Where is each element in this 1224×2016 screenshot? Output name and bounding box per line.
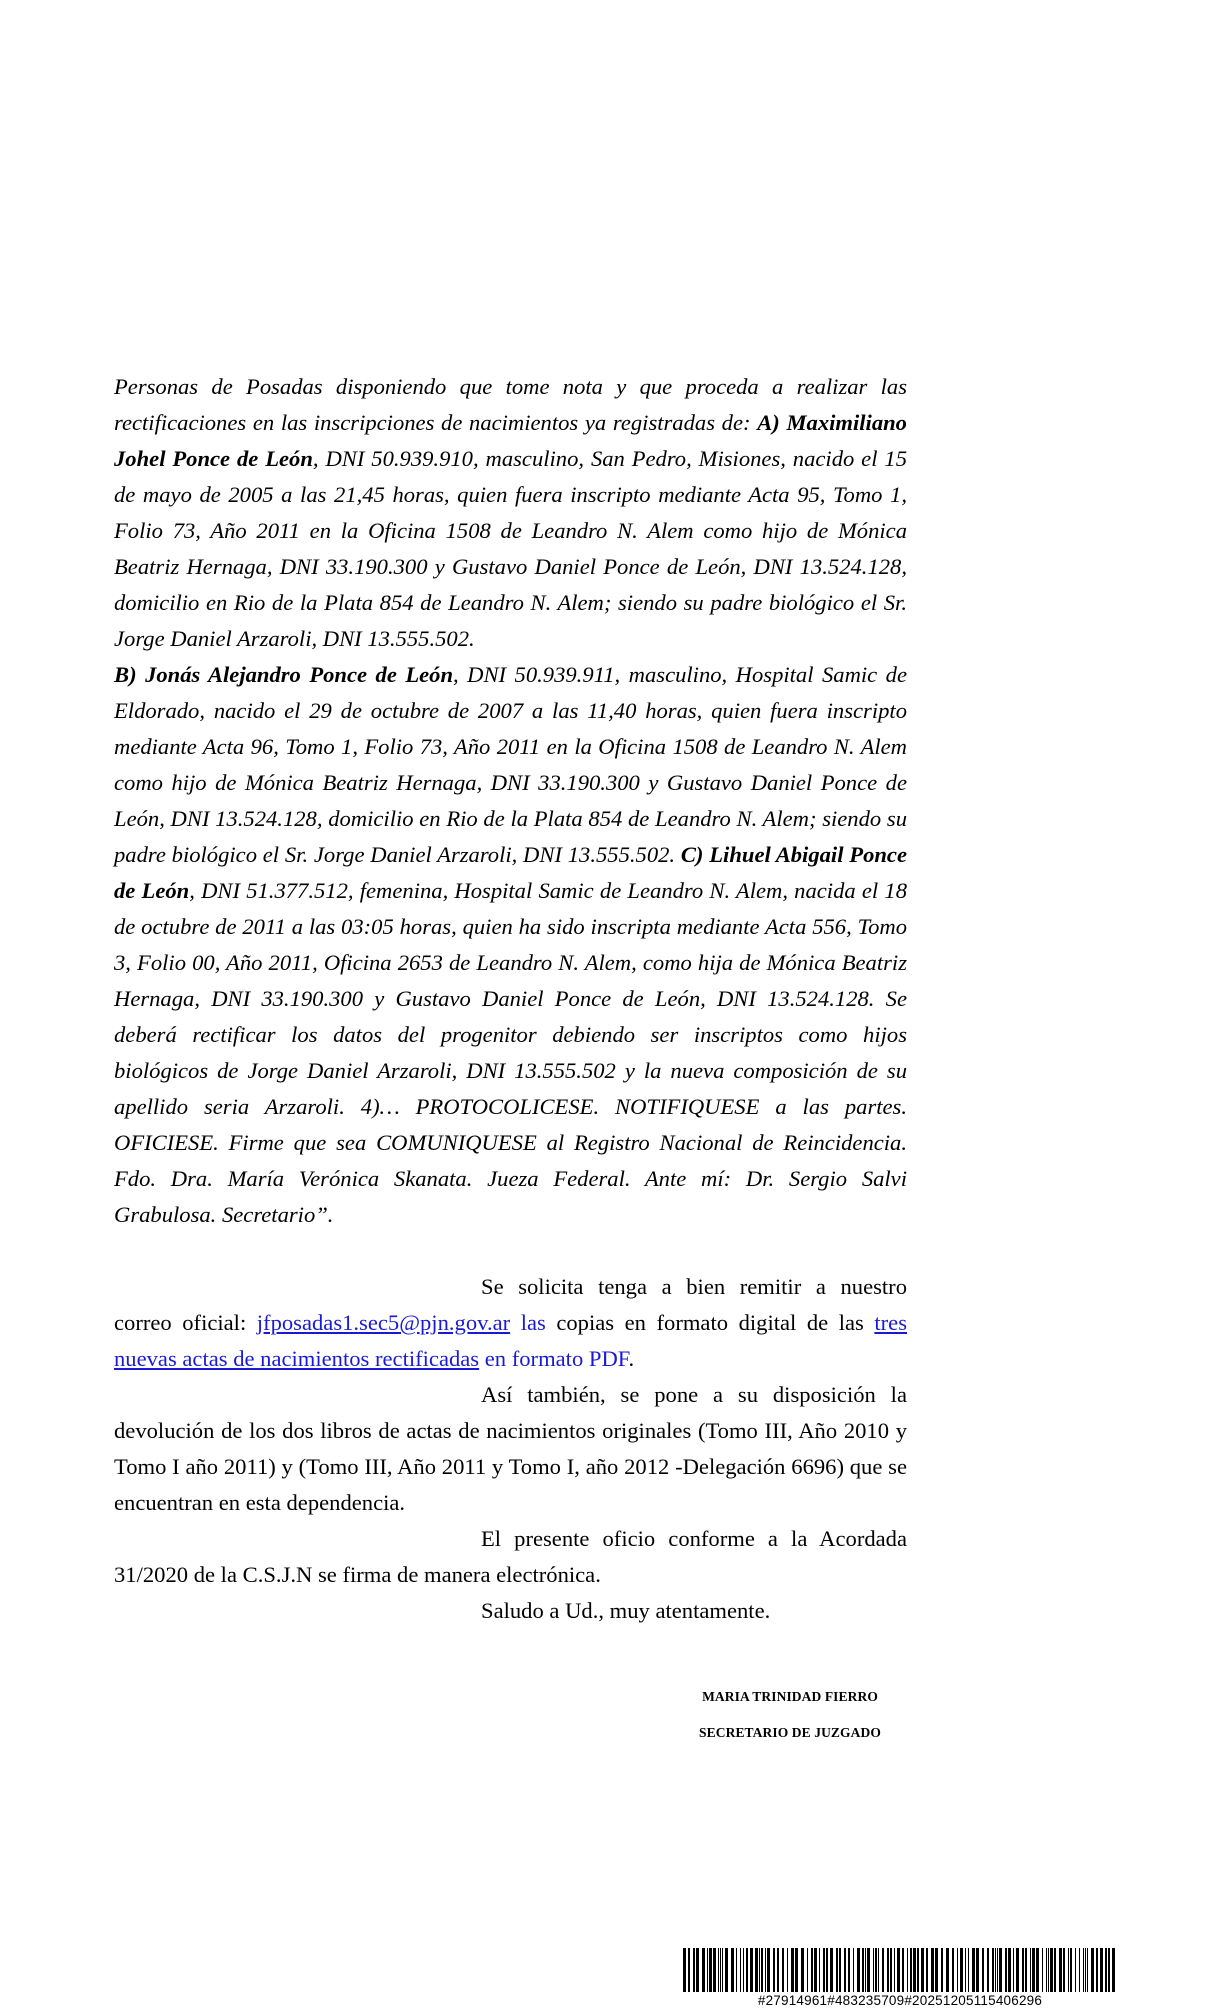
person-a-details: , DNI 50.939.910, masculino, San Pedro, Misiones, nacido el 15 de mayo de 2005 a las 21,45 horas, quien fuera inscripto mediante Acta 95, Tomo 1, Folio 73, Año 2011 en la Oficina 1508 de Leandro N. Alem como hijo de Mónica Beatriz Hernaga, DNI 33.190.300 y Gustavo Daniel Ponce de León, DNI 13.524.128, domicilio en Rio de la Plata 854 de Leandro N. Alem; siendo su padre biológico el Sr. Jorge Daniel Arzaroli, DNI 13.555.502. bbox=[114, 446, 907, 651]
request-text-start: Se solicita tenga a bien remitir a nuestro correo oficial: bbox=[114, 1274, 907, 1335]
acordada-text: El presente oficio conforme a la Acordada 31/2020 de la C.S.J.N se firma de manera electrónica. bbox=[114, 1526, 907, 1587]
acordada-paragraph bbox=[114, 1521, 907, 1593]
signer-name: MARIA TRINIDAD FIERRO bbox=[702, 1689, 878, 1704]
signer-title: SECRETARIO DE JUZGADO bbox=[699, 1725, 881, 1740]
official-email-link[interactable]: jfposadas1.sec5@pjn.gov.ar bbox=[256, 1310, 511, 1335]
person-b-details: , DNI 50.939.911, masculino, Hospital Samic de Eldorado, nacido el 29 de octubre de 2007 a las 11,40 horas, quien fuera inscripto mediante Acta 96, Tomo 1, Folio 73, Año 2011 en la Oficina 1508 de Leandro N. Alem como hijo de Mónica Beatriz Hernaga, DNI 33.190.300 y Gustavo Daniel Ponce de León, DNI 13.524.128, domicilio en Rio de la Plata 854 de Leandro N. Alem; siendo su padre biológico el Sr. Jorge Daniel Arzaroli, DNI 13.555.502. bbox=[114, 662, 907, 867]
closing-paragraph bbox=[114, 1593, 907, 1629]
person-c-name: C) Lihuel Abigail Ponce de León bbox=[114, 842, 907, 903]
closing-text: Saludo a Ud., muy atentamente. bbox=[481, 1598, 771, 1623]
request-text-mid: copias en formato digital de las bbox=[545, 1310, 875, 1335]
person-b-name: B) Jonás Alejandro Ponce de León bbox=[114, 662, 454, 687]
request-paragraph bbox=[114, 1269, 907, 1377]
request-las: las bbox=[510, 1310, 546, 1335]
return-books-text: Así también, se pone a su disposición la devolución de los dos libros de actas de nacimientos originales (Tomo III, Año 2010 y Tomo I año 2011) y (Tomo III, Año 2011 y Tomo I, año 2012 -Delegación 6696) que se encuentran en esta dependencia. bbox=[114, 1382, 907, 1515]
barcode-icon bbox=[683, 1948, 1117, 1992]
request-period: . bbox=[628, 1346, 635, 1371]
quoted-resolution bbox=[114, 369, 907, 1233]
rectified-records-link[interactable]: tres nuevas actas de nacimientos rectificadas bbox=[114, 1310, 907, 1371]
pdf-format-text: en formato PDF bbox=[479, 1346, 629, 1371]
person-c-details: , DNI 51.377.512, femenina, Hospital Samic de Leandro N. Alem, nacida el 18 de octubre de 2011 a las 03:05 horas, quien ha sido inscripta mediante Acta 556, Tomo 3, Folio 00, Año 2011, Oficina 2653 de Leandro N. Alem, como hija de Mónica Beatriz Hernaga, DNI 33.190.300 y Gustavo Daniel Ponce de León, DNI 13.524.128. Se deberá rectificar los datos del progenitor debiendo ser inscriptos como hijos biológicos de Jorge Daniel Arzaroli, DNI 13.555.502 y la nueva composición de su apellido seria Arzaroli. 4)… PROTOCOLICESE. NOTIFIQUESE a las partes. OFICIESE. Firme que sea COMUNIQUESE al Registro Nacional de Reincidencia. Fdo. Dra. María Verónica Skanata. Jueza Federal. Ante mí: Dr. Sergio Salvi Grabulosa. Secretario”. bbox=[114, 878, 907, 1227]
return-books-paragraph bbox=[114, 1377, 907, 1521]
barcode-number: #27914961#483235709#20251205115406296 bbox=[757, 1993, 1043, 2008]
quote-intro: Personas de Posadas disponiendo que tome nota y que proceda a realizar las rectificaciones en las inscripciones de nacimientos ya registradas de: bbox=[114, 374, 907, 435]
person-a-name: A) Maximiliano Johel Ponce de León bbox=[114, 410, 907, 471]
